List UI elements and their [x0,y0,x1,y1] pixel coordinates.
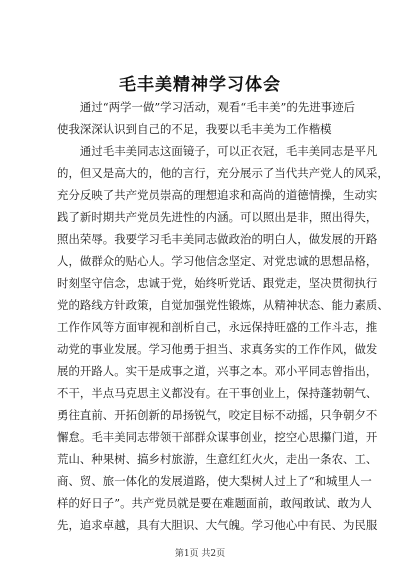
document-body [57,96,389,536]
text-line: 使我深深认识到自己的不足，我要以毛丰美为工作楷模 [57,122,332,136]
text-line: 荒山、种果树、搞乡村旅游，生意红红火火，走出一条农、工、 [57,452,378,466]
text-line: 照出荣辱。我要学习毛丰美同志做政治的明白人，做发展的开路 [57,232,378,246]
document-title: 毛丰美精神学习体会 [119,75,281,95]
text-line: 展的开路人。实干是成事之道，兴事之本。邓小平同志曾指出， [57,364,378,378]
text-line: 充分反映了共产党员崇高的理想追求和高尚的道德情操，生动实 [57,188,378,202]
text-line: 工作作风等方面审视和剖析自己，永远保持旺盛的工作斗志，推 [57,320,378,334]
text-line: 通过“两学一做”学习活动，观看“毛丰美”的先进事迹后 [57,100,356,114]
text-line: 通过毛丰美同志这面镜子，可以正衣冠，毛丰美同志是平凡 [57,144,378,158]
text-line: 的，但又是高大的，他的言行，充分展示了当代共产党人的风采， [57,166,389,180]
text-line: 样的好日子”。共产党员就是要在难题面前，敢闯敢试、敢为人 [57,496,372,510]
text-line: 人，做群众的贴心人。学习他信念坚定、对党忠诚的思想品格， [57,254,378,268]
text-line: 商、贸、旅一体化的发展道路，使大梨树人过上了“和城里人一 [57,474,372,488]
page-footer: 第1页 共2页 [174,549,226,559]
text-line: 懈怠。毛丰美同志带领干部群众谋事创业，挖空心思攥门道，开 [57,430,378,444]
text-line: 时刻坚守信念，忠诚于党，始终听党话、跟党走，坚决贯彻执行 [57,276,378,290]
text-line: 先，追求卓越，具有大胆识、大气魄。学习他心中有民、为民服 [57,518,378,532]
text-line: 党的路线方针政策，自觉加强党性锻炼，从精神状态、能力素质、 [57,298,389,312]
text-line: 不干，半点马克思主义都没有。在干事创业上，保持蓬勃朝气、 [57,386,378,400]
text-line: 践了新时期共产党员先进性的内涵。可以照出是非，照出得失， [57,210,378,224]
text-line: 动党的事业发展。学习他勇于担当、求真务实的工作作风，做发 [57,342,378,356]
text-line: 勇往直前、开拓创新的昂扬锐气，咬定目标不动摇，只争朝夕不 [57,408,378,422]
